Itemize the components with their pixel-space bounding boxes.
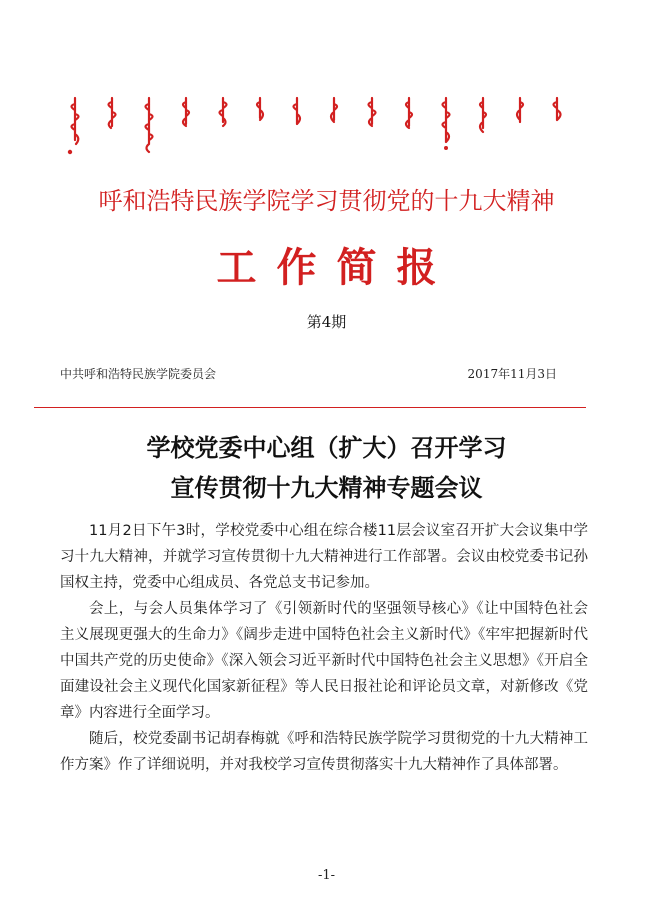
mongolian-word-8 bbox=[325, 96, 343, 126]
mongolian-word-12 bbox=[474, 96, 492, 136]
header-divider-line bbox=[34, 407, 586, 408]
article-title-line-2: 宣传贯彻十九大精神专题会议 bbox=[170, 473, 483, 502]
newsletter-header-title: 呼和浩特民族学院学习贯彻党的十九大精神 bbox=[98, 187, 555, 215]
article-title-line-1: 学校党委中心组（扩大）召开学习 bbox=[146, 433, 507, 462]
mongolian-word-4 bbox=[177, 96, 195, 130]
article-paragraph-3: 随后，校党委副书记胡春梅就《呼和浩特民族学院学习贯彻党的十九大精神工作方案》作了详细说明，并对我校学习宣传贯彻落实十九大精神作了具体部署。 bbox=[60, 731, 588, 773]
mongolian-word-10 bbox=[400, 96, 418, 132]
mongolian-word-14 bbox=[548, 96, 566, 126]
mongolian-word-9 bbox=[363, 96, 381, 130]
mongolian-word-11 bbox=[437, 96, 455, 152]
article-body bbox=[60, 518, 588, 778]
article-paragraph-1: 11月2日下午3时，学校党委中心组在综合楼11层会议室召开扩大会议集中学习十九大精神，并就学习宣传贯彻十九大精神进行工作部署。会议由校党委书记孙国权主持，党委中心组成员、各党总支书记参加。 bbox=[60, 523, 588, 591]
mongolian-word-2 bbox=[103, 96, 121, 132]
mongolian-word-13 bbox=[511, 96, 529, 128]
issue-number: 第4期 bbox=[306, 313, 347, 331]
mongolian-word-3 bbox=[140, 96, 158, 156]
publisher-name: 中共呼和浩特民族学院委员会 bbox=[60, 367, 217, 381]
mongolian-word-6 bbox=[251, 96, 269, 124]
page-number: -1- bbox=[317, 868, 336, 883]
mongolian-script-banner bbox=[66, 96, 566, 162]
mongolian-word-7 bbox=[288, 96, 306, 130]
mongolian-word-1 bbox=[66, 96, 84, 160]
article-paragraph-2: 会上，与会人员集体学习了《引领新时代的坚强领导核心》《让中国特色社会主义展现更强大的生命力》《阔步走进中国特色社会主义新时代》《牢牢把握新时代中国共产党的历史使命》《深入领会习近平新时代中国特色社会主义思想》《开启全面建设社会主义现代化国家新征程》等人民日报社论和评论员文章，对新修改《党章》内容进行全面学习。 bbox=[60, 601, 588, 721]
mongolian-word-5 bbox=[214, 96, 232, 130]
work-brief-title: 工作简报 bbox=[216, 245, 457, 291]
publish-date: 2017年11月3日 bbox=[467, 367, 557, 381]
